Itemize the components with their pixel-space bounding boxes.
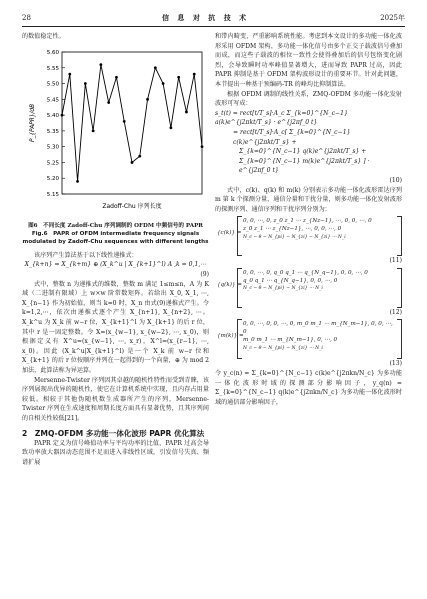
left-bracket xyxy=(237,319,242,359)
papr-data-point xyxy=(115,75,118,78)
y-tick-label: 5.50 xyxy=(46,81,59,88)
matrix-13 xyxy=(215,319,402,359)
matrix-row: q_0 q_1 ⋯ q_{N_q−1}, 0, 0, ⋯, 0 xyxy=(243,277,338,284)
equation-line: = rect[t/T_s]·A_c[ Σ_{k=0}^{N_c−1} c(k)e^{j2πkt/T_s} + xyxy=(233,128,351,146)
paragraph: 的数值稳定性。 xyxy=(22,33,65,40)
matrix-row: N_c − θ − N_{pi} − N_{zi} ⋯ N_i xyxy=(243,345,323,351)
papr-data-point xyxy=(131,161,134,164)
figure-caption-cn: 图6 不同长度 Zadoff-Chu 序列调制的 OFDM 中频信号的 PAPR xyxy=(28,222,203,229)
papr-data-point xyxy=(201,145,204,148)
matrix-row: 0, 0, ⋯, 0, 0, ⋯, 0, m_0 m_1 ⋯ m_{N_m−1}, 0, 0, ⋯, 0 xyxy=(243,321,393,336)
papr-data-point xyxy=(154,66,157,69)
paragraph: PAPR 定义为信号峰值功率与平均功率的比值，PAPR 过高会导致功率放大器因动态范围不足而进入非线性区域，引发信号失真、频谱扩展 xyxy=(22,439,209,466)
equation-number: (10) xyxy=(389,176,402,184)
figure-caption-en: Fig.6 PAPR of OFDM intermediate frequency signals modulated by Zadoff-Chu sequences with different lengths xyxy=(22,231,209,246)
papr-data-point xyxy=(107,101,110,104)
papr-data-point xyxy=(146,98,149,101)
left-column xyxy=(22,32,209,467)
papr-data-point xyxy=(76,180,79,183)
equation-number: (9) xyxy=(200,271,209,278)
right-column xyxy=(215,32,402,407)
y-tick-label: 5.15 xyxy=(46,191,59,198)
paragraph: 式中，c(k)、q(k) 和 m(k) 分别表示多功能一体化波形雷达序列 m 第 k 个探测分量、通信分量和干扰分量，则多功能一体化发射波形的探测序列、通信序列和干扰序列分别为： xyxy=(215,186,402,213)
papr-data-point xyxy=(92,129,95,132)
equation-line: Σ_{k=0}^{N_c−1} q(k)e^{j2πkt/T_s} + Σ_{k=0}^{N_c−1} m(k)e^{j2πkt/T_s} ] · e^{j2πf_0 t} xyxy=(239,148,370,175)
paragraph: 和带内畸变，严重影响系统性能。考虑到本文设计的多功能一体化波形采用 OFDM 架构，多功能一体化信号由多个正交子载波信号叠加而成，而这些子载波的相位一致性会使得叠加后的信号包络变化剧烈，会导致瞬时功率峰值显著增大，进而导致 PAPR 过高，因此 PAPR 抑制是基于 OFDM 架构波形设计的重要环节。针对此问题，本节提出一种基于预编码-TR 的峰均比抑制算法。 xyxy=(215,33,402,88)
papr-data-point xyxy=(169,126,172,129)
plot-frame xyxy=(62,52,202,194)
paragraph: 式中，整数 n 为递推式的维数，整数 m 满足 1≤m≤n，A 为 K 域（二进制有限域）上 w×w 阶常数矩阵。若给出 X_0, X_1, ⋯, X_{n−1} 作为初始值，则当 k=0 时，X_n 由式(9)递推式产生。令 k=1,2,⋯，依次由递推式逐个产生 X_{n+1}, X_{n+2}, ⋯。X_k^u 为 X_k 前 w−r 位，X_{k+1}^l 为 X_{k+1} 的后 r 位，其中 r 是一固定整数。令 X=(x_{w−1}, x_{w−2}, ⋯, x_0)，则根据定义有 X^u=(x_{w−1}, ⋯, x_r)，X^l=(x_{r−1}, ⋯, x_0)。因此 (X_k^u|X_{k+1}^l) 是一个 X_k 前 w−r 位和 X_{k+1} 的后 r 位按顺序并列在一起得到的一个向量，⊕ 为 mod 2 加法，此算法称为异运算。 xyxy=(22,280,209,374)
left-bracket xyxy=(237,216,242,256)
page-number: 28 xyxy=(22,14,31,22)
issue-year: 2025年 xyxy=(380,14,405,22)
papr-data-point xyxy=(185,110,188,113)
matrix-row: 0, 0, ⋯, 0, q_0 q_1 ⋯ q_{N_q−1}, 0, 0, ⋯, 0 xyxy=(243,269,368,276)
papr-data-point xyxy=(138,154,141,157)
equation-9 xyxy=(22,260,209,270)
equation-number: (11) xyxy=(389,257,402,265)
y-tick-label: 5.25 xyxy=(46,160,59,167)
y-tick-label: 5.55 xyxy=(46,65,59,72)
papr-data-point xyxy=(68,72,71,75)
matrix-row: 0, 0, ⋯, 0, z_0 z_1 ⋯ z_{Nz−1}, ⋯, 0, 0, ⋯, 0 xyxy=(243,218,372,225)
matrix-11 xyxy=(215,216,402,256)
papr-series-line xyxy=(62,64,202,181)
matrix-row: N_c − θ − N_{pi} − N_{zi} − N_{zi} ⋯ N_i xyxy=(243,234,346,240)
papr-data-point xyxy=(99,63,102,66)
x-axis-label: Zadoff-Chu 序列长度 xyxy=(102,202,162,210)
paragraph: 该序列产生算法基于以下线性递推式： xyxy=(34,251,138,259)
matrix-row: z_0 z_1 ⋯ z_{Nz−1}, ⋯, 0, 0, ⋯, 0 xyxy=(243,226,342,233)
y-tick-label: 5.45 xyxy=(46,96,59,103)
y-tick-label: 5.30 xyxy=(46,144,59,151)
y-tick-label: 5.20 xyxy=(46,175,59,182)
papr-data-point xyxy=(193,72,196,75)
matrix-row: m_0 m_1 ⋯ m_{N_m−1}, 0, ⋯, 0 xyxy=(243,337,338,344)
equation-number: (13) xyxy=(389,360,402,368)
papr-data-point xyxy=(177,75,180,78)
equation-number: (12) xyxy=(389,308,402,316)
papr-data-point xyxy=(123,120,126,123)
y-tick-label: 5.35 xyxy=(46,128,59,135)
section-heading: 2 ZMQ-OFDM 多功能一体化波形 PAPR 优化算法 xyxy=(22,428,205,438)
matrix-row: N_c − θ − N_{pi} − N_{zi} ⋯ N_i xyxy=(243,286,323,292)
y-tick-label: 5.60 xyxy=(46,49,59,56)
paragraph: 令 y_c(n) = Σ_{k=0}^{N_c−1} c(k)e^{j2πkn/N_c} 为多功能一体化波形时域的探测部分影响因子，y_q(n) = Σ_{k=0}^{N_c−1} q(k)e^{j2πkn/N_c} 为多功能一体化波形时域的通信部分影响因子， xyxy=(215,370,402,406)
papr-chart-svg xyxy=(22,44,209,222)
matrix-label: {q(k)} = xyxy=(217,281,242,288)
right-bracket xyxy=(397,216,402,256)
right-bracket xyxy=(397,319,402,359)
y-tick-label: 5.40 xyxy=(46,112,59,119)
paragraph: 根据 OFDM 调制的线性关系，ZMQ-OFDM 多功能一体化发射波形可写成： xyxy=(215,90,402,108)
matrix-label: {m(k)} = xyxy=(217,333,244,340)
header-rule xyxy=(22,26,405,27)
paragraph: Mersenne-Twister 序列因其卓越的随机性特性而受到青睐，该序列展现出优异的随机性，使它在计算机系统中实现，且内存占用量较低。相较于其他伪随机数生成器所产生的序列，Mersenne-Twister 序列在生成速度和周期长度方面具有显著优势，且其序列间的自相关性较低[21]。 xyxy=(22,376,209,422)
y-axis-label: P_{PAPR}/dB xyxy=(30,103,36,142)
papr-chart xyxy=(22,44,209,222)
matrix-label: {c(k)} = xyxy=(217,230,242,237)
journal-title: 信 息 对 抗 技 术 xyxy=(161,13,250,22)
equation-line: s_t(t) = rect[t/T_s]·A_c Σ_{k=0}^{N_c−1} a(k)e^{j2πkt/T_s} · e^{j2πf_0 t} xyxy=(215,109,348,127)
equation-10 xyxy=(215,109,402,186)
papr-data-point xyxy=(162,82,165,85)
papr-data-point xyxy=(84,82,87,85)
matrix-12 xyxy=(215,268,402,308)
equation-body: X_{k+n} = X_{k+m} ⊕ (X_k^u | X_{k+1}^l) A ,k = 0,1,⋯ xyxy=(24,261,207,269)
papr-data-point xyxy=(61,113,64,116)
left-bracket xyxy=(237,268,242,308)
running-header xyxy=(22,12,405,24)
right-bracket xyxy=(397,268,402,308)
